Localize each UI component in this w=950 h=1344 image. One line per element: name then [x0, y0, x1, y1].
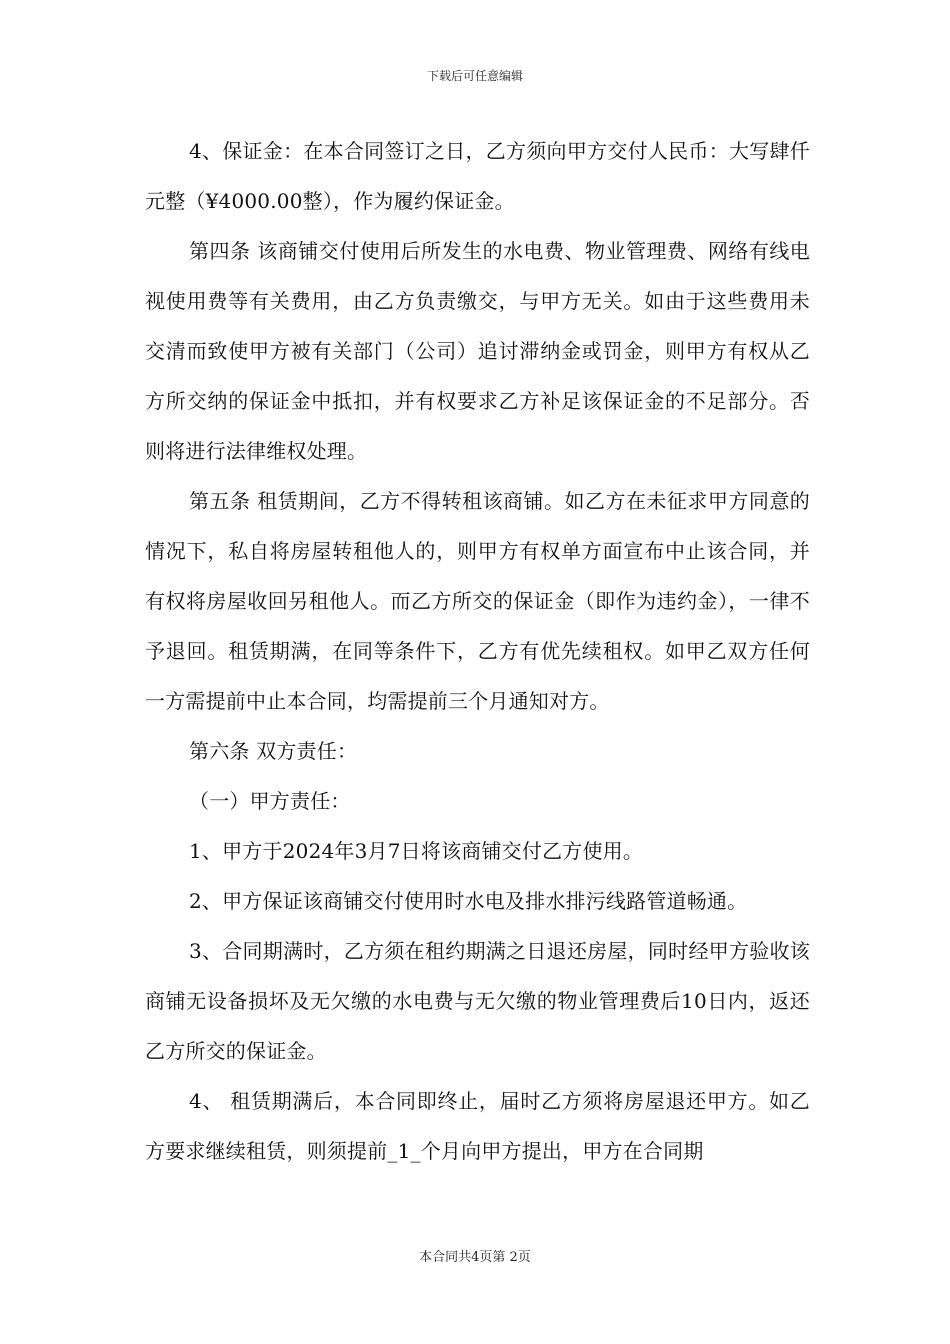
paragraph-article-4: 第四条 该商铺交付使用后所发生的水电费、物业管理费、网络有线电视使用费等有关费用，由乙方负责缴交，与甲方无关。如由于这些费用未交清而致使甲方被有关部门（公司）追讨滞纳金或罚金，则甲方有权从乙方所交纳的保证金中抵扣，并有权要求乙方补足该保证金的不足部分。否则将进行法律维权处理。 — [145, 239, 810, 463]
paragraph-item-3: 3、合同期满时，乙方须在租约期满之日退还房屋，同时经甲方验收该商铺无设备损坏及无欠缴的水电费与无欠缴的物业管理费后10日内，返还乙方所交的保证金。 — [145, 939, 810, 1063]
page-footer: 本合同共4页第 2页 — [419, 1250, 531, 1265]
paragraph-deposit: 4、保证金：在本合同签订之日，乙方须向甲方交付人民币：大写肆仟元整（¥4000.00整），作为履约保证金。 — [145, 139, 810, 213]
paragraph-item-2: 2、甲方保证该商铺交付使用时水电及排水排污线路管道畅通。 — [189, 889, 748, 913]
paragraph-article-6-title: 第六条 双方责任： — [189, 739, 358, 763]
paragraph-item-4: 4、 租赁期满后，本合同即终止，届时乙方须将房屋退还甲方。如乙方要求继续租赁，则须提前_1_个月向甲方提出，甲方在合同期 — [145, 1089, 810, 1163]
paragraph-party-a-heading: （一）甲方责任： — [189, 789, 351, 813]
paragraph-item-1: 1、甲方于2024年3月7日将该商铺交付乙方使用。 — [189, 839, 644, 863]
page-header: 下载后可任意编辑 — [426, 69, 523, 83]
document-body — [145, 126, 810, 1176]
paragraph-article-5: 第五条 租赁期间，乙方不得转租该商铺。如乙方在未征求甲方同意的情况下，私自将房屋转租他人的，则甲方有权单方面宣布中止该合同，并有权将房屋收回另租他人。而乙方所交的保证金（即作为违约金），一律不予退回。租赁期满，在同等条件下，乙方有优先续租权。如甲乙双方任何一方需提前中止本合同，均需提前三个月通知对方。 — [145, 489, 810, 713]
